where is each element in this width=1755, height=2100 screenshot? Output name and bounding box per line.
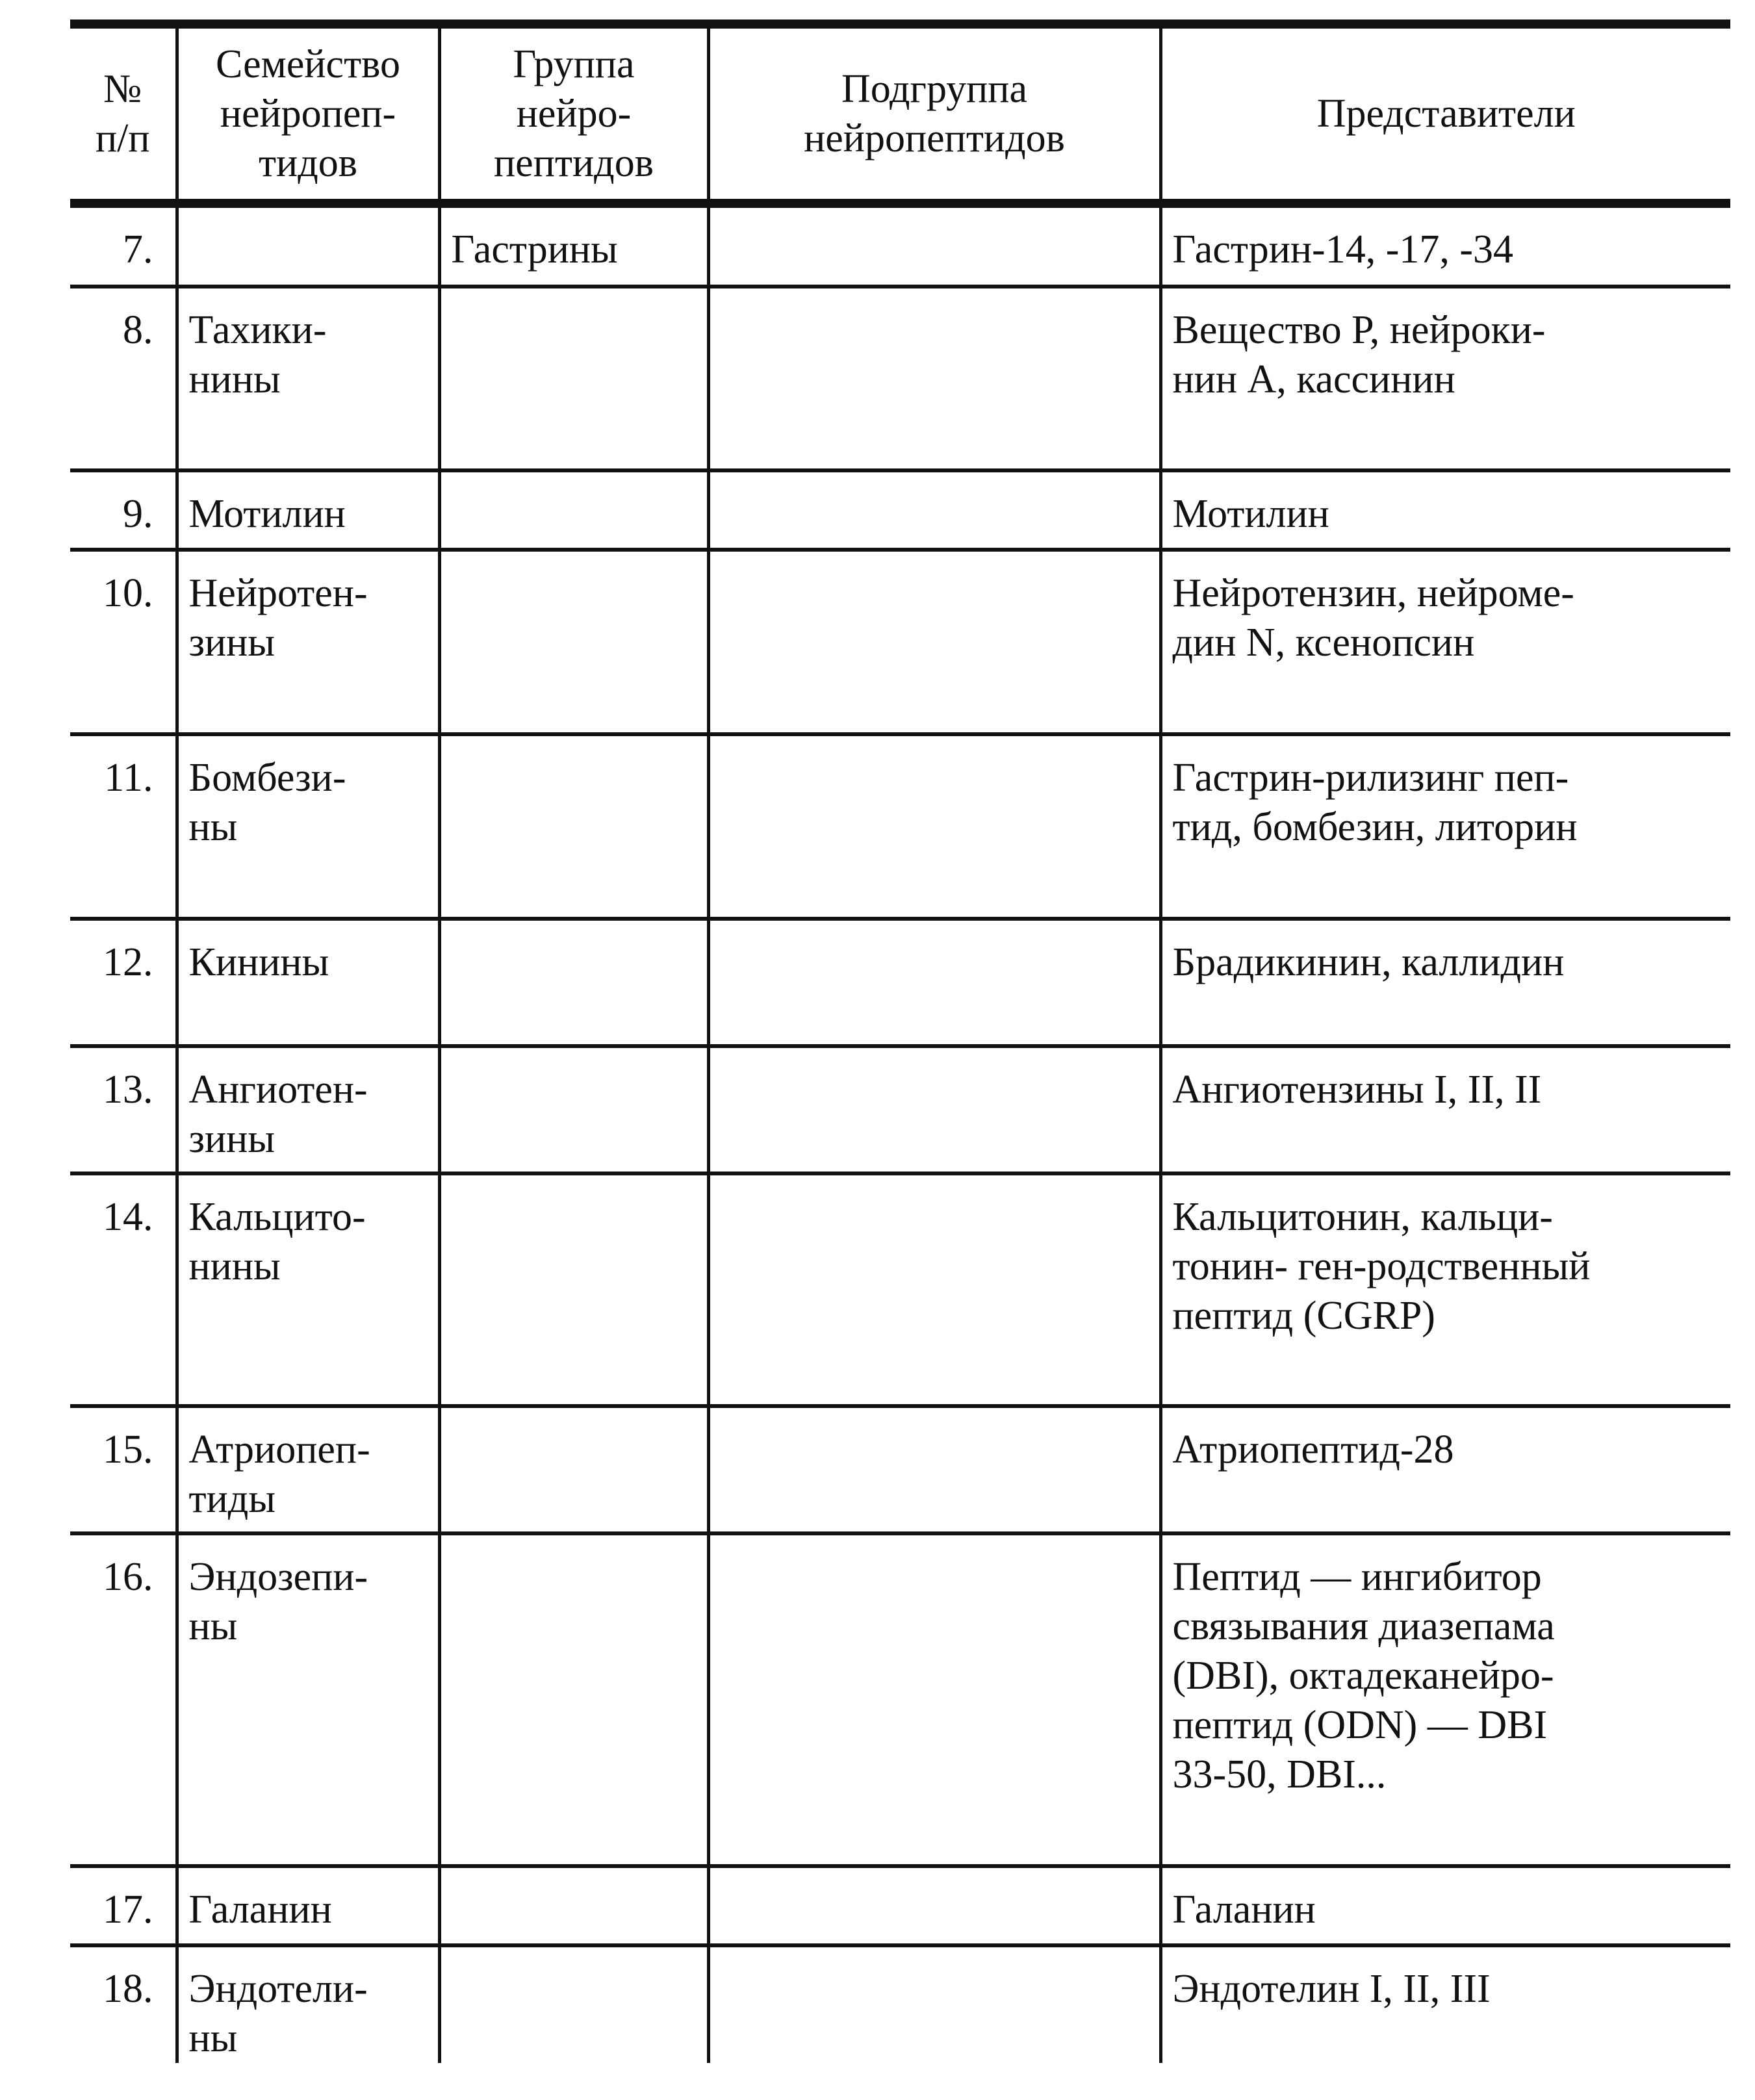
header-subgroup: Подгруппа нейропептидов (708, 24, 1160, 203)
group-cell (439, 1406, 708, 1533)
row-number-text: 11. (104, 756, 153, 800)
group-cell (439, 919, 708, 1046)
table-row (70, 287, 1730, 470)
family-cell (177, 1046, 439, 1173)
row-number-text: 10. (103, 571, 153, 615)
family-cell-text: Эндотели- ны (188, 1967, 368, 2060)
representatives-cell (1160, 1866, 1730, 1945)
table-row (70, 470, 1730, 550)
family-cell-text: Ангиотен- зины (188, 1068, 368, 1161)
row-number (70, 1866, 177, 1945)
representatives-cell-text: Атриопептид-28 (1172, 1428, 1454, 1472)
row-number-text: 7. (123, 227, 153, 272)
family-cell-text: Галанин (188, 1888, 332, 1932)
representatives-cell-text: Пептид — ингибитор связывания диазепама (DBI), октадеканейро- пептид (ODN) — DBI 33-50, DBI... (1172, 1555, 1555, 1797)
row-number (70, 1046, 177, 1173)
header-representatives: Представители (1160, 24, 1730, 203)
row-number (70, 470, 177, 550)
family-cell (177, 1533, 439, 1866)
header-row (70, 24, 1730, 203)
representatives-cell-text: Гастрин-рилизинг пеп- тид, бомбезин, литорин (1172, 756, 1578, 849)
representatives-cell (1160, 470, 1730, 550)
representatives-cell-text: Нейротензин, нейроме- дин N, ксенопсин (1172, 571, 1574, 665)
family-cell-text: Атриопеп- тиды (188, 1428, 370, 1521)
group-cell (439, 1046, 708, 1173)
representatives-cell (1160, 287, 1730, 470)
row-number-text: 8. (123, 308, 153, 352)
table-row (70, 1046, 1730, 1173)
row-number (70, 1533, 177, 1866)
family-cell-text: Мотилин (188, 492, 346, 536)
family-cell (177, 919, 439, 1046)
table-row (70, 1533, 1730, 1866)
family-cell-text: Бомбези- ны (188, 756, 346, 849)
row-number (70, 919, 177, 1046)
representatives-cell (1160, 1173, 1730, 1406)
group-cell (439, 1533, 708, 1866)
subgroup-cell (708, 1533, 1160, 1866)
table-row (70, 1406, 1730, 1533)
family-cell (177, 1406, 439, 1533)
representatives-cell (1160, 1406, 1730, 1533)
row-number (70, 1406, 177, 1533)
row-number-text: 9. (123, 492, 153, 536)
table-row (70, 203, 1730, 287)
row-number (70, 550, 177, 734)
row-number-text: 16. (103, 1555, 153, 1599)
representatives-cell (1160, 734, 1730, 919)
table-row (70, 1866, 1730, 1945)
row-number (70, 203, 177, 287)
representatives-cell-text: Кальцитонин, кальци- тонин- ген-родственный пептид (CGRP) (1172, 1195, 1591, 1338)
subgroup-cell (708, 1046, 1160, 1173)
subgroup-cell (708, 550, 1160, 734)
representatives-cell (1160, 1046, 1730, 1173)
row-number-text: 12. (103, 940, 153, 984)
table-header (70, 24, 1730, 203)
family-cell (177, 1945, 439, 2063)
representatives-cell-text: Галанин (1172, 1888, 1316, 1932)
group-cell (439, 1945, 708, 2063)
subgroup-cell (708, 1173, 1160, 1406)
subgroup-cell (708, 734, 1160, 919)
family-cell (177, 1866, 439, 1945)
representatives-cell-text: Гастрин-14, -17, -34 (1172, 227, 1513, 272)
subgroup-cell (708, 203, 1160, 287)
row-number (70, 1173, 177, 1406)
subgroup-cell (708, 1945, 1160, 2063)
subgroup-cell (708, 1866, 1160, 1945)
header-group: Группа нейро- пептидов (439, 24, 708, 203)
row-number (70, 287, 177, 470)
group-cell (439, 550, 708, 734)
group-cell-text: Гастрины (451, 227, 618, 272)
row-number-text: 14. (103, 1195, 153, 1239)
representatives-cell (1160, 550, 1730, 734)
group-cell (439, 470, 708, 550)
family-cell (177, 1173, 439, 1406)
family-cell (177, 550, 439, 734)
group-cell (439, 203, 708, 287)
family-cell (177, 287, 439, 470)
representatives-cell (1160, 919, 1730, 1046)
subgroup-cell (708, 470, 1160, 550)
representatives-cell-text: Эндотелин I, II, III (1172, 1967, 1491, 2011)
header-family: Семейство нейропеп- тидов (177, 24, 439, 203)
group-cell (439, 1173, 708, 1406)
group-cell (439, 734, 708, 919)
subgroup-cell (708, 1406, 1160, 1533)
row-number-text: 15. (103, 1428, 153, 1472)
representatives-cell-text: Вещество P, нейроки- нин A, кассинин (1172, 308, 1546, 402)
group-cell (439, 1866, 708, 1945)
group-cell (439, 287, 708, 470)
subgroup-cell (708, 287, 1160, 470)
table-row (70, 550, 1730, 734)
family-cell (177, 470, 439, 550)
table-row (70, 1173, 1730, 1406)
representatives-cell-text: Брадикинин, каллидин (1172, 940, 1565, 984)
family-cell (177, 734, 439, 919)
neuropeptide-table (70, 19, 1730, 2063)
row-number-text: 18. (103, 1967, 153, 2011)
representatives-cell (1160, 1533, 1730, 1866)
family-cell-text: Тахики- нины (188, 308, 327, 402)
family-cell (177, 203, 439, 287)
table-row (70, 919, 1730, 1046)
representatives-cell-text: Ангиотензины I, II, II (1172, 1068, 1542, 1112)
row-number-text: 17. (103, 1888, 153, 1932)
family-cell-text: Кинины (188, 940, 329, 984)
header-number: № п/п (70, 24, 177, 203)
family-cell-text: Кальцито- нины (188, 1195, 366, 1288)
representatives-cell (1160, 1945, 1730, 2063)
table-row (70, 734, 1730, 919)
table-body (70, 203, 1730, 2063)
representatives-cell (1160, 203, 1730, 287)
family-cell-text: Нейротен- зины (188, 571, 368, 665)
family-cell-text: Эндозепи- ны (188, 1555, 368, 1648)
row-number (70, 734, 177, 919)
row-number (70, 1945, 177, 2063)
row-number-text: 13. (103, 1068, 153, 1112)
subgroup-cell (708, 919, 1160, 1046)
table-row (70, 1945, 1730, 2063)
representatives-cell-text: Мотилин (1172, 492, 1329, 536)
